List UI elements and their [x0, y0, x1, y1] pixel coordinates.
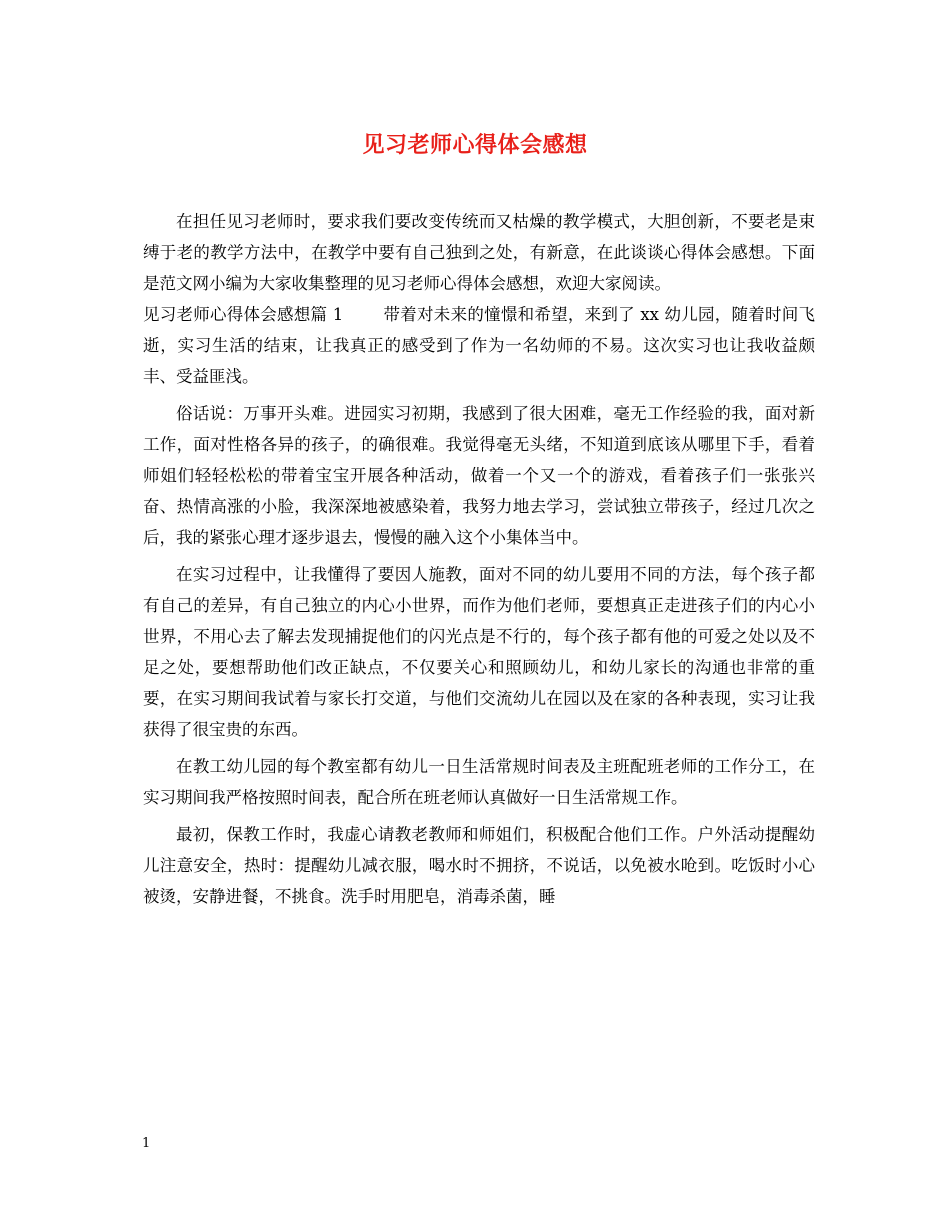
body-paragraph-3: 在教工幼儿园的每个教室都有幼儿一日生活常规时间表及主班配班老师的工作分工，在实习期间我严格按照时间表，配合所在班老师认真做好一日生活常规工作。	[143, 757, 815, 807]
intro-paragraph: 在担任见习老师时，要求我们要改变传统而又枯燥的教学模式，大胆创新，不要老是束缚于老的教学方法中，在教学中要有自己独到之处，有新意，在此谈谈心得体会感想。下面是范文网小编为大家收集整理的见习老师心得体会感想，欢迎大家阅读。	[143, 212, 815, 293]
section-heading: 见习老师心得体会感想篇 1	[143, 305, 344, 324]
body-paragraph-1: 俗话说：万事开头难。进园实习初期，我感到了很大困难，毫无工作经验的我，面对新工作，面对性格各异的孩子，的确很难。我觉得毫无头绪，不知道到底该从哪里下手，看着师姐们轻轻松松的带着宝宝开展各种活动，做着一个又一个的游戏，看着孩子们一张张兴奋、热情高涨的小脸，我深深地被感染着，我努力地去学习，尝试独立带孩子，经过几次之后，我的紧张心理才逐步退去，慢慢的融入这个小集体当中。	[143, 404, 815, 547]
body-paragraph-4: 最初，保教工作时，我虚心请教老教师和师姐们，积极配合他们工作。户外活动提醒幼儿注意安全，热时：提醒幼儿减衣服，喝水时不拥挤，不说话，以免被水呛到。吃饭时小心被烫，安静进餐，不挑食。洗手时用肥皂，消毒杀菌，睡	[143, 825, 815, 906]
document-body	[143, 206, 815, 912]
document-title: 见习老师心得体会感想	[362, 132, 588, 158]
section-first-text: 带着对未来的憧憬和希望，来到了 xx 幼儿园，随着时间飞逝，实习生活的结束，让我真正的感受到了作为一名幼师的不易。这次实习也让我收益颇丰、受益匪浅。	[143, 305, 815, 386]
body-paragraph-2: 在实习过程中，让我懂得了要因人施教，面对不同的幼儿要用不同的方法，每个孩子都有自己的差异，有自己独立的内心小世界，而作为他们老师，要想真正走进孩子们的内心小世界，不用心去了解去发现捕捉他们的闪光点是不行的，每个孩子都有他的可爱之处以及不足之处，要想帮助他们改正缺点，不仅要关心和照顾幼儿，和幼儿家长的沟通也非常的重要，在实习期间我试着与家长打交道，与他们交流幼儿在园以及在家的各种表现，实习让我获得了很宝贵的东西。	[143, 565, 815, 739]
page-number: 1	[142, 1136, 151, 1151]
section-paragraph	[143, 299, 815, 392]
